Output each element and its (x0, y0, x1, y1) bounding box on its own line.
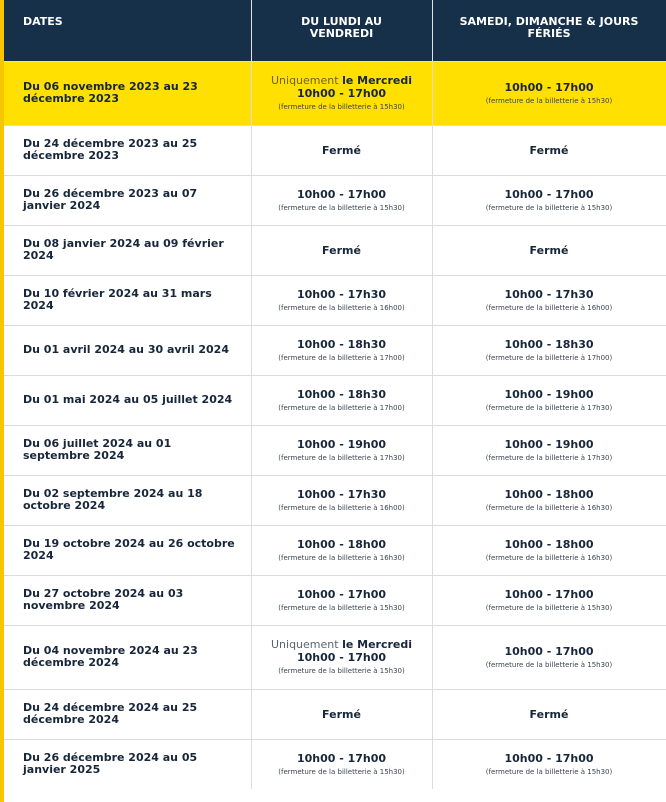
table-row (4, 275, 666, 325)
row-dates: Du 26 décembre 2023 au 07 janvier 2024 (4, 175, 251, 225)
row-weekday-hours-cell (251, 625, 432, 689)
weekday-hours: 10h00 - 17h30 (296, 287, 387, 301)
row-weekend-hours-cell (432, 575, 666, 625)
row-dates: Du 08 janvier 2024 au 09 février 2024 (4, 225, 251, 275)
row-weekend-hours-cell (432, 125, 666, 175)
row-dates: Du 24 décembre 2023 au 25 décembre 2023 (4, 125, 251, 175)
row-weekday-hours-cell (251, 61, 432, 125)
weekend-hours: 10h00 - 17h30 (504, 287, 594, 301)
header-weekends: SAMEDI, DIMANCHE & JOURS FÉRIÉS (432, 0, 666, 61)
weekend-note: (fermeture de la billetterie à 16h00) (485, 303, 613, 312)
weekend-note: (fermeture de la billetterie à 15h30) (485, 603, 613, 612)
weekday-note: (fermeture de la billetterie à 15h30) (278, 767, 405, 776)
weekday-hours: 10h00 - 17h00 (296, 87, 387, 100)
weekday-note: (fermeture de la billetterie à 17h00) (278, 353, 405, 362)
weekend-hours: 10h00 - 17h00 (504, 644, 594, 658)
weekend-note: (fermeture de la billetterie à 16h30) (485, 503, 613, 512)
weekend-hours: 10h00 - 17h00 (504, 187, 594, 201)
weekend-note: (fermeture de la billetterie à 17h30) (485, 453, 613, 462)
table-row (4, 375, 666, 425)
row-dates: Du 10 février 2024 au 31 mars 2024 (4, 275, 251, 325)
weekend-hours: 10h00 - 19h00 (504, 437, 594, 451)
row-weekend-hours-cell (432, 739, 666, 789)
row-weekday-hours-cell (251, 325, 432, 375)
weekday-note: (fermeture de la billetterie à 16h00) (278, 503, 405, 512)
row-weekday-hours-cell (251, 425, 432, 475)
row-dates: Du 06 juillet 2024 au 01 septembre 2024 (4, 425, 251, 475)
row-weekend-hours-cell (432, 275, 666, 325)
weekend-hours: Fermé (529, 707, 569, 721)
weekday-note: (fermeture de la billetterie à 17h30) (278, 453, 405, 462)
row-weekday-hours-cell (251, 739, 432, 789)
weekday-hours: 10h00 - 17h00 (296, 651, 387, 664)
row-dates: Du 26 décembre 2024 au 05 janvier 2025 (4, 739, 251, 789)
table-row (4, 61, 666, 125)
weekend-note: (fermeture de la billetterie à 15h30) (485, 203, 613, 212)
weekend-hours: 10h00 - 17h00 (504, 751, 594, 765)
weekend-note: (fermeture de la billetterie à 15h30) (485, 96, 613, 105)
weekday-hours: Fermé (322, 707, 361, 721)
weekend-note: (fermeture de la billetterie à 15h30) (485, 767, 613, 776)
row-dates: Du 24 décembre 2024 au 25 décembre 2024 (4, 689, 251, 739)
row-weekday-hours-cell (251, 125, 432, 175)
row-weekday-hours-cell (251, 689, 432, 739)
row-dates: Du 02 septembre 2024 au 18 octobre 2024 (4, 475, 251, 525)
row-dates: Du 27 octobre 2024 au 03 novembre 2024 (4, 575, 251, 625)
weekend-hours: Fermé (529, 143, 569, 157)
weekday-prefix: Uniquement (270, 638, 343, 651)
weekend-note: (fermeture de la billetterie à 17h00) (485, 353, 613, 362)
table-row (4, 475, 666, 525)
weekend-hours: Fermé (529, 243, 569, 257)
weekend-hours: 10h00 - 19h00 (504, 387, 594, 401)
weekend-hours: 10h00 - 18h00 (504, 487, 594, 501)
row-weekend-hours-cell (432, 525, 666, 575)
weekend-hours: 10h00 - 18h30 (504, 337, 594, 351)
row-weekend-hours-cell (432, 475, 666, 525)
weekday-hours: 10h00 - 17h00 (296, 587, 387, 601)
table-row (4, 689, 666, 739)
weekday-note: (fermeture de la billetterie à 16h00) (278, 303, 405, 312)
weekday-note: (fermeture de la billetterie à 15h30) (278, 103, 405, 111)
weekday-hours: 10h00 - 17h00 (296, 187, 387, 201)
weekday-hours: Fermé (322, 143, 361, 157)
table-row (4, 625, 666, 689)
weekday-note: (fermeture de la billetterie à 15h30) (278, 603, 405, 612)
table-row (4, 125, 666, 175)
row-weekend-hours-cell (432, 425, 666, 475)
opening-hours-table (4, 0, 666, 789)
table-row (4, 175, 666, 225)
weekday-hours-line (264, 638, 420, 651)
weekday-hours: 10h00 - 17h30 (296, 487, 387, 501)
row-weekday-hours-cell (251, 375, 432, 425)
row-weekday-hours-cell (251, 575, 432, 625)
header-weekdays: DU LUNDI AU VENDREDI (251, 0, 432, 61)
weekday-note: (fermeture de la billetterie à 15h30) (278, 203, 405, 212)
weekend-note: (fermeture de la billetterie à 17h30) (485, 403, 613, 412)
weekday-prefix: Uniquement (270, 74, 343, 87)
row-dates: Du 19 octobre 2024 au 26 octobre 2024 (4, 525, 251, 575)
weekday-bold-prefix: le Mercredi (342, 74, 413, 87)
weekday-hours: 10h00 - 19h00 (296, 437, 387, 451)
row-weekend-hours-cell (432, 689, 666, 739)
table-row (4, 425, 666, 475)
weekday-hours: 10h00 - 18h00 (296, 537, 387, 551)
weekend-note: (fermeture de la billetterie à 15h30) (485, 660, 613, 669)
weekday-note: (fermeture de la billetterie à 16h30) (278, 553, 405, 562)
row-weekend-hours-cell (432, 61, 666, 125)
row-dates: Du 01 avril 2024 au 30 avril 2024 (4, 325, 251, 375)
weekday-hours-line (264, 74, 420, 87)
weekday-hours: 10h00 - 17h00 (296, 751, 387, 765)
header-dates: DATES (4, 0, 251, 61)
weekend-hours: 10h00 - 18h00 (504, 537, 594, 551)
table-header-row (4, 0, 666, 61)
weekend-hours: 10h00 - 17h00 (504, 80, 594, 94)
table-row (4, 525, 666, 575)
weekend-hours: 10h00 - 17h00 (504, 587, 594, 601)
row-dates: Du 06 novembre 2023 au 23 décembre 2023 (4, 61, 251, 125)
weekday-hours: Fermé (322, 243, 361, 257)
weekday-note: (fermeture de la billetterie à 17h00) (278, 403, 405, 412)
row-weekend-hours-cell (432, 325, 666, 375)
row-weekend-hours-cell (432, 625, 666, 689)
table-row (4, 739, 666, 789)
table-row (4, 575, 666, 625)
row-dates: Du 04 novembre 2024 au 23 décembre 2024 (4, 625, 251, 689)
weekday-note: (fermeture de la billetterie à 15h30) (278, 667, 405, 675)
row-weekday-hours-cell (251, 225, 432, 275)
row-weekday-hours-cell (251, 475, 432, 525)
row-weekend-hours-cell (432, 225, 666, 275)
row-dates: Du 01 mai 2024 au 05 juillet 2024 (4, 375, 251, 425)
weekend-note: (fermeture de la billetterie à 16h30) (485, 553, 613, 562)
row-weekday-hours-cell (251, 275, 432, 325)
weekday-hours: 10h00 - 18h30 (296, 337, 387, 351)
weekday-bold-prefix: le Mercredi (342, 638, 413, 651)
weekday-hours: 10h00 - 18h30 (296, 387, 387, 401)
row-weekend-hours-cell (432, 175, 666, 225)
row-weekday-hours-cell (251, 175, 432, 225)
row-weekday-hours-cell (251, 525, 432, 575)
table-row (4, 325, 666, 375)
row-weekend-hours-cell (432, 375, 666, 425)
table-row (4, 225, 666, 275)
